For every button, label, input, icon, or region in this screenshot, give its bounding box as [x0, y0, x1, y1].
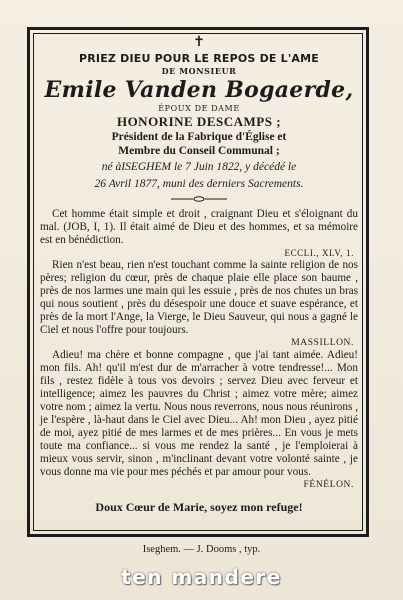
birth-death-line-1: né àISEGHEM le 7 Juin 1822, y décédé le	[101, 161, 297, 173]
ornamental-divider	[169, 196, 229, 202]
source-fenelon: FÉNÉLON.	[303, 480, 354, 490]
source-massillon: MASSILLON.	[291, 338, 354, 348]
birth-death-line-2: 26 Avril 1877, muni des derniers Sacrements.	[94, 177, 304, 190]
card-content	[40, 34, 358, 515]
paragraph-massillon: Rien n'est beau, rien n'est touchant comme la sainte religion de nos pères; religion du cœur, près de chaque plaie elle place son baume , près de nos larmes une main qui les essuie , près de nos chutes un bras qui nous soutient , près du désespoir une douce et suave espérance, et près de la mort l'Ange, la Vierge, le Dieu Sauveur, qui nous a gagné le Ciel et nous l'offre pour toujours.	[40, 259, 358, 336]
source-eccli: ECCLI., XLV, 1.	[284, 248, 354, 258]
deceased-name: Emile Vanden Bogaerde,	[44, 77, 354, 103]
title-line-2: Membre du Conseil Communal ;	[118, 145, 280, 157]
paragraph-fenelon: Adieu! ma chère et bonne compagne , que j'ai tant aimée. Adieu! mon fils. Ah! qu'il m'est dur de m'arracher à votre tendresse!... Mon fils , restez fidèle à tous vos devoirs ; servez Dieu avec ferveur et intelligence; aimez les pauvres du Christ ; aimez votre mère; aimez votre nom ; aimez la vertu. Nous nous reverrons, nous nous réunirons , je l'espère , là-haut dans le Ciel avec Dieu... Ah! mon Dieu , ayez pitié de moi, ayez pitié de mes larmes et de mes prières... En vous je mets toute ma confiance... si vous me rendez la santé , je l'emploierai à mieux vous servir, sinon , m'inclinant devant votre volonté sainte , je vous donne ma vie pour mes péchés et par amour pour vous.	[40, 349, 358, 478]
de-monsieur-label: DE MONSIEUR	[161, 66, 237, 76]
spouse-name: HONORINE DESCAMPS ;	[116, 114, 282, 129]
cross-icon: ✝	[193, 34, 205, 50]
title-line-1: Président de la Fabrique d'Église et	[111, 131, 287, 143]
epoux-label: ÉPOUX DE DAME	[158, 104, 240, 113]
memorial-text	[40, 208, 358, 491]
watermark: ten mandere	[121, 565, 282, 589]
paragraph-job: Cet homme était simple et droit , craignant Dieu et s'éloignant du mal. (JOB, I, 1). Il était aimé de Dieu et des hommes, et sa mémoire est en bénédiction.	[40, 208, 358, 246]
prayer-heading: PRIEZ DIEU POUR LE REPOS DE L'AME	[78, 52, 320, 65]
printer-credit: Iseghem. — J. Dooms , typ.	[142, 544, 261, 555]
closing-prayer: Doux Cœur de Marie, soyez mon refuge!	[95, 500, 303, 514]
